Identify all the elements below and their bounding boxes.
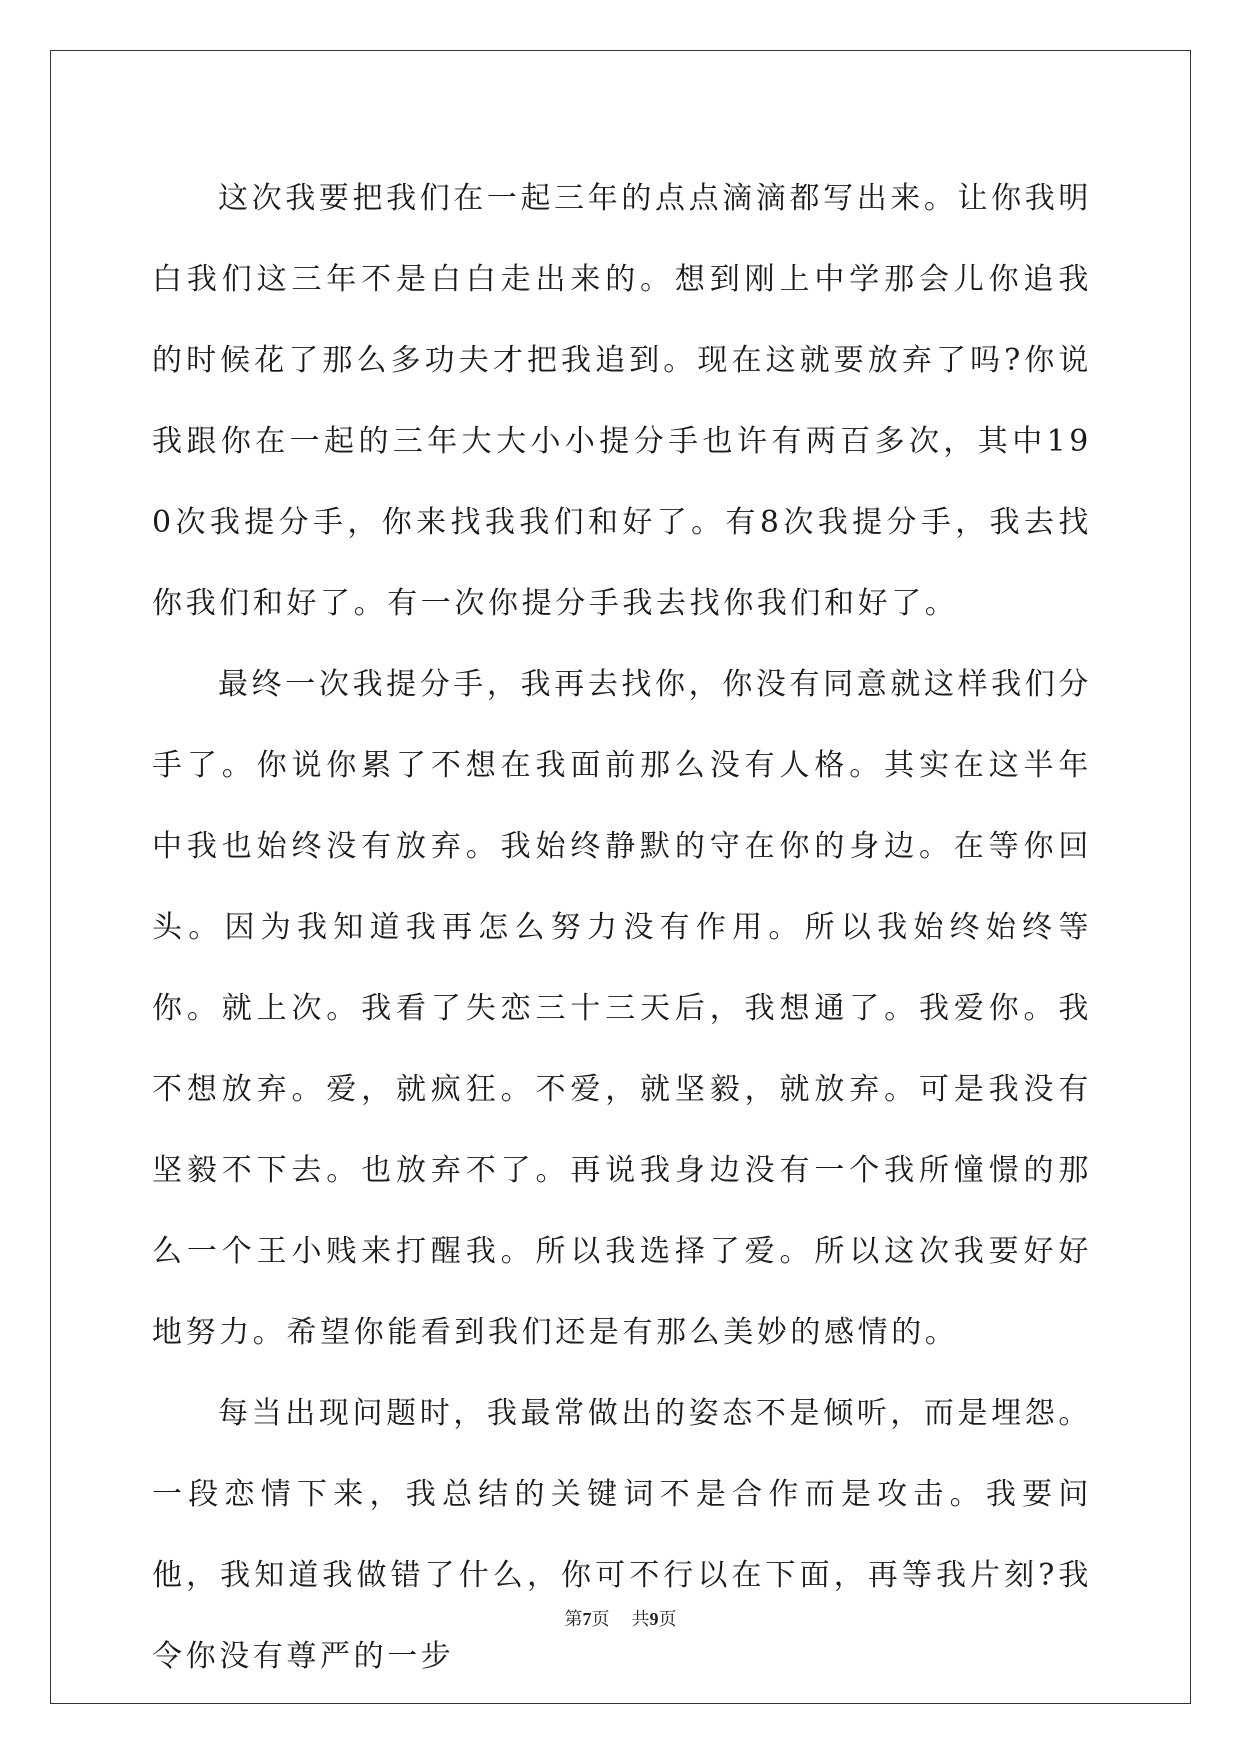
page-suffix: 页	[591, 1609, 610, 1630]
page-number: 7	[582, 1609, 592, 1629]
page-footer	[0, 1605, 1241, 1631]
total-prefix: 共	[631, 1609, 650, 1630]
page-total: 9	[649, 1609, 659, 1629]
document-body	[152, 158, 1092, 1697]
paragraph-2: 最终一次我提分手，我再去找你，你没有同意就这样我们分手了。你说你累了不想在我面前那么没有人格。其实在这半年中我也始终没有放弃。我始终静默的守在你的身边。在等你回头。因为我知道我再怎么努力没有作用。所以我始终始终等你。就上次。我看了失恋三十三天后，我想通了。我爱你。我不想放弃。爱，就疯狂。不爱，就坚毅，就放弃。可是我没有坚毅不下去。也放弃不了。再说我身边没有一个我所憧憬的那么一个王小贱来打醒我。所以我选择了爱。所以这次我要好好地努力。希望你能看到我们还是有那么美妙的感情的。	[152, 667, 1092, 1350]
total-suffix: 页	[658, 1609, 677, 1630]
paragraph-3: 每当出现问题时，我最常做出的姿态不是倾听，而是埋怨。一段恋情下来，我总结的关键词不是合作而是攻击。我要问他，我知道我做错了什么，你可不行以在下面，再等我片刻?我令你没有尊严的一步	[152, 1396, 1092, 1674]
page-prefix: 第	[564, 1609, 583, 1630]
paragraph-1: 这次我要把我们在一起三年的点点滴滴都写出来。让你我明白我们这三年不是白白走出来的。想到刚上中学那会儿你追我的时候花了那么多功夫才把我追到。现在这就要放弃了吗?你说我跟你在一起的三年大大小小提分手也许有两百多次，其中190次我提分手，你来找我我们和好了。有8次我提分手，我去找你我们和好了。有一次你提分手我去找你我们和好了。	[152, 181, 1092, 621]
